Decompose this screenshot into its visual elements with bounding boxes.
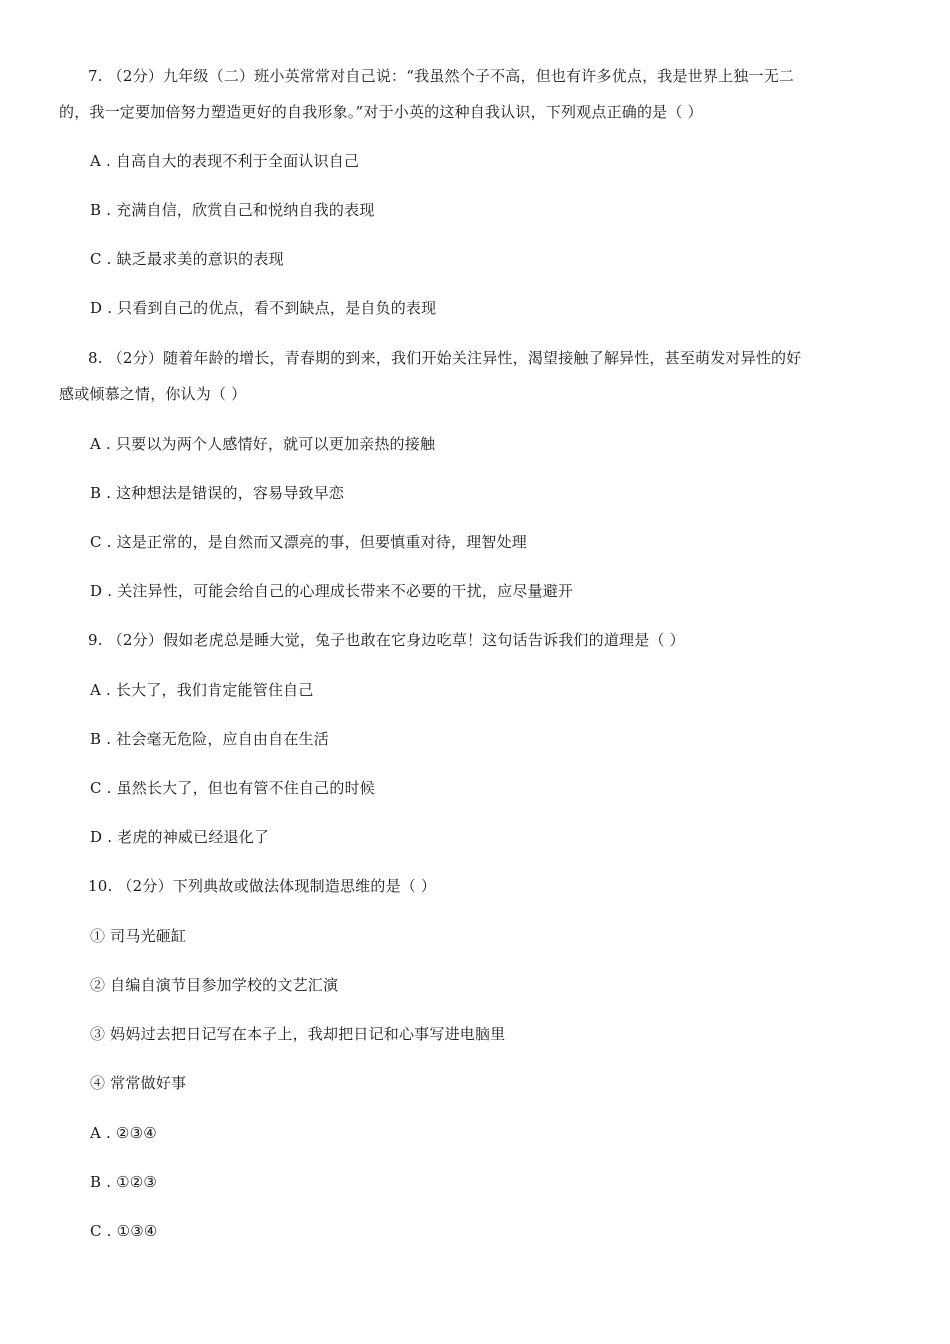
question-8-option-a: A . 只要以为两个人感情好，就可以更加亲热的接触	[90, 435, 436, 453]
question-10-item-1: ① 司马光砸缸	[90, 927, 187, 945]
question-7-option-a: A . 自高自大的表现不利于全面认识自己	[90, 152, 360, 170]
question-8-option-d: D . 关注异性，可能会给自己的心理成长带来不必要的干扰，应尽量避开	[90, 582, 574, 600]
question-9-stem: 9. （2分）假如老虎总是睡大觉，兔子也敢在它身边吃草！这句话告诉我们的道理是（ ）	[88, 631, 685, 649]
question-10-option-c: C . ①③④	[90, 1222, 158, 1240]
question-7-option-d: D . 只看到自己的优点，看不到缺点，是自负的表现	[90, 299, 437, 317]
question-9-option-a: A . 长大了，我们肯定能管住自己	[90, 681, 314, 699]
question-9-option-c: C . 虽然长大了，但也有管不住自己的时候	[90, 779, 375, 797]
question-7-option-b: B . 充满自信，欣赏自己和悦纳自我的表现	[90, 201, 375, 219]
question-8-option-b: B . 这种想法是错误的，容易导致早恋	[90, 484, 345, 502]
question-7-option-c: C . 缺乏最求美的意识的表现	[90, 250, 284, 268]
question-8-stem-line-2: 感或倾慕之情，你认为（ ）	[59, 385, 247, 403]
question-10-item-3: ③ 妈妈过去把日记写在本子上，我却把日记和心事写进电脑里	[90, 1025, 506, 1043]
question-7-stem-line-1: 7. （2分）九年级（二）班小英常常对自己说：“我虽然个子不高，但也有许多优点，我是世界上独一无二	[88, 67, 795, 85]
question-10-option-a: A . ②③④	[90, 1124, 157, 1142]
question-10-option-b: B . ①②③	[90, 1173, 158, 1191]
question-10-item-2: ② 自编自演节目参加学校的文艺汇演	[90, 976, 339, 994]
question-9-option-d: D . 老虎的神威已经退化了	[90, 828, 270, 846]
question-8-stem-line-1: 8. （2分）随着年龄的增长，青春期的到来，我们开始关注异性，渴望接触了解异性，甚至萌发对异性的好	[88, 349, 802, 367]
question-10-item-4: ④ 常常做好事	[90, 1074, 187, 1092]
question-9-option-b: B . 社会毫无危险，应自由自在生活	[90, 730, 329, 748]
question-8-option-c: C . 这是正常的，是自然而又漂亮的事，但要慎重对待，理智处理	[90, 533, 527, 551]
question-10-stem: 10. （2分）下列典故或做法体现制造思维的是（ ）	[88, 877, 437, 895]
question-7-stem-line-2: 的，我一定要加倍努力塑造更好的自我形象。”对于小英的这种自我认识，下列观点正确的是（ ）	[59, 103, 703, 121]
